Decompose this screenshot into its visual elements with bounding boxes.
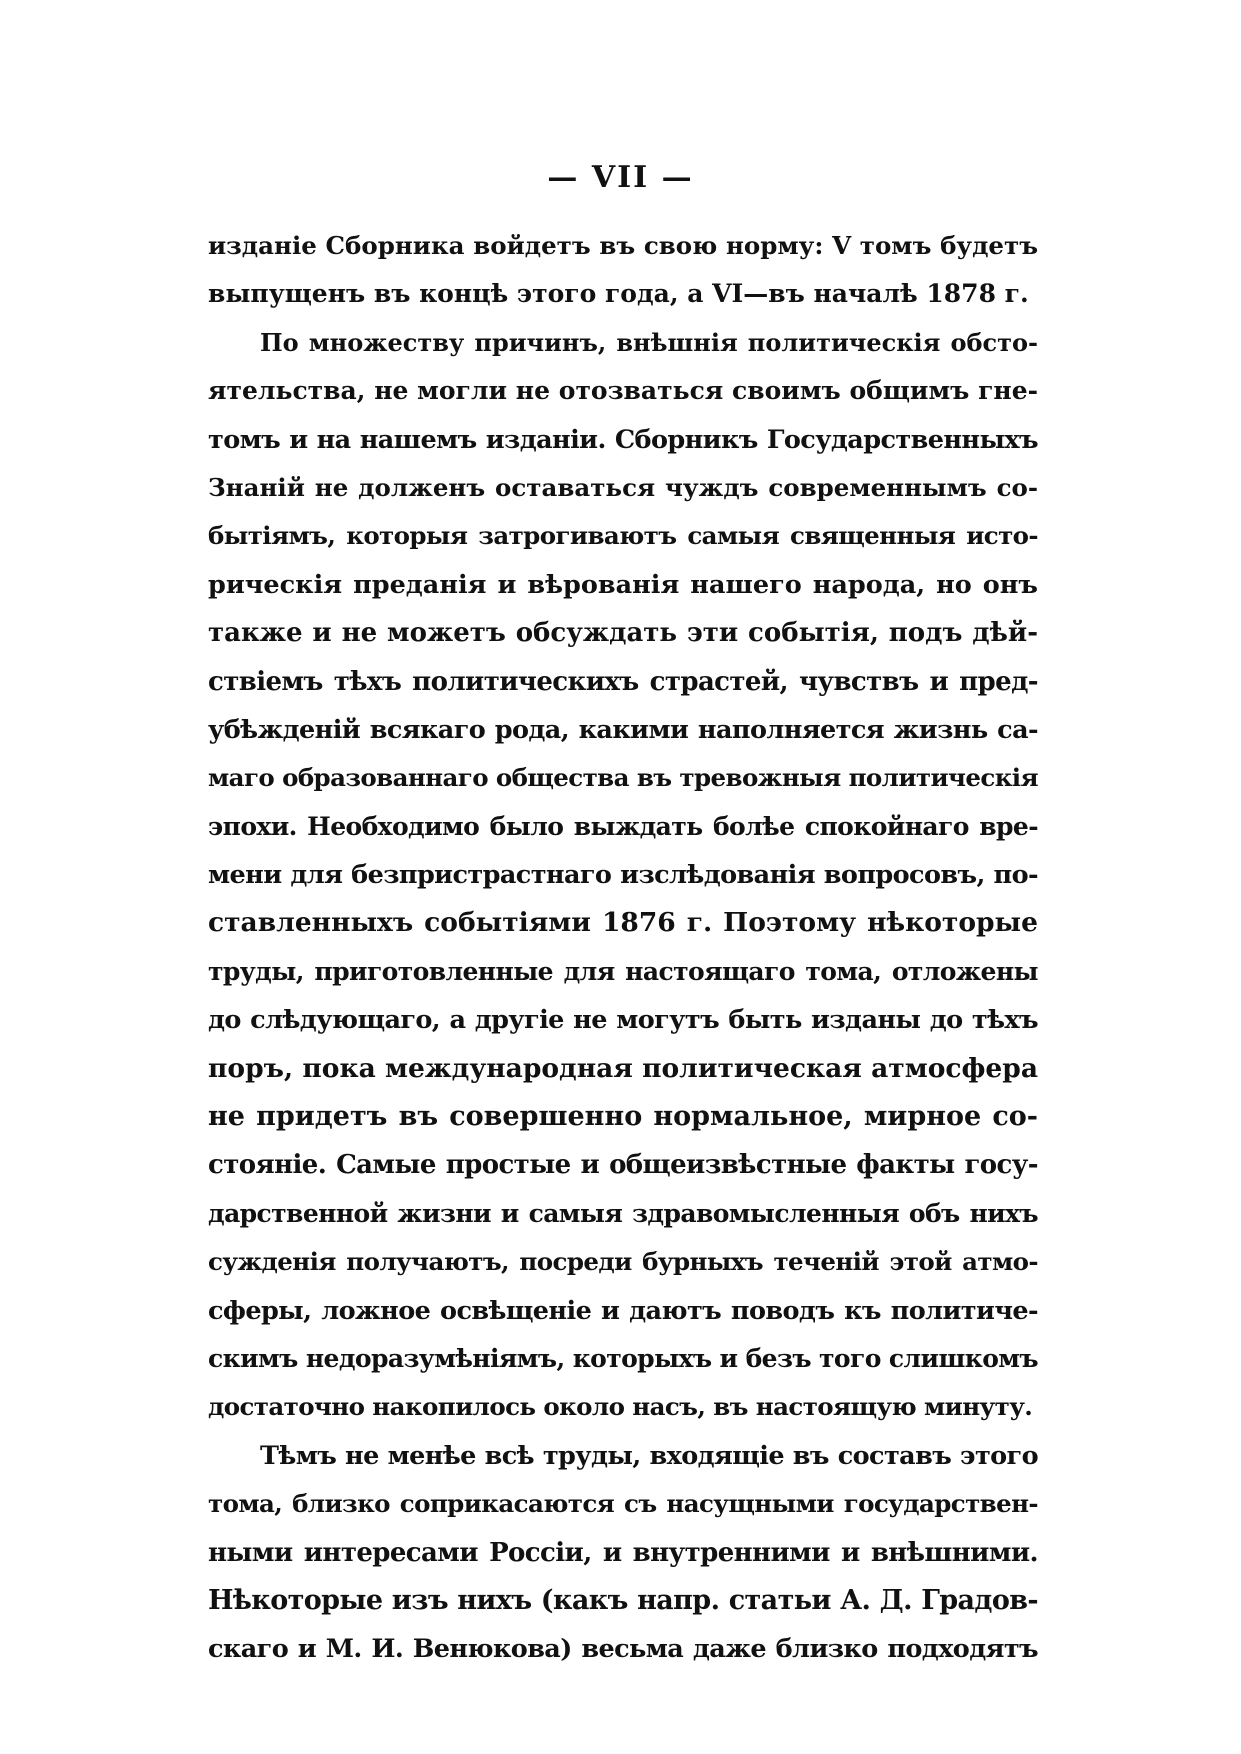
text-line: изданіе Сборника войдетъ въ свою норму: V томъ будетъ xyxy=(208,231,1038,260)
text-line: Тѣмъ не менѣе всѣ труды, входящіе въ составъ этого xyxy=(260,1440,1038,1471)
body-text xyxy=(208,222,1038,1674)
text-line: достаточно накопилось около насъ, въ настоящую минуту. xyxy=(208,1392,1033,1422)
text-line: эпохи. Необходимо было выждать болѣе спокойнаго вре- xyxy=(208,811,1038,841)
text-line: По множеству причинъ, внѣшнія политическія обсто- xyxy=(260,327,1038,357)
text-line: также и не можетъ обсуждать эти событія, подъ дѣй- xyxy=(208,618,1038,649)
text-line: стояніе. Самые простые и общеизвѣстные факты госу- xyxy=(208,1150,1038,1181)
text-line: сужденія получаютъ, посреди бурныхъ теченій этой атмо- xyxy=(208,1247,1038,1277)
text-line: Нѣкоторые изъ нихъ (какъ напр. статьи А. Д. Градов- xyxy=(208,1584,1038,1616)
text-line: до слѣдующаго, а другіе не могутъ быть изданы до тѣхъ xyxy=(208,1005,1038,1036)
text-line: труды, приготовленные для настоящаго тома, отложены xyxy=(208,956,1038,986)
text-line: ставленныхъ событіями 1876 г. Поэтому нѣкоторые xyxy=(208,907,1038,939)
text-line: мени для безпристрастнаго изслѣдованія вопросовъ, по- xyxy=(208,860,1038,891)
text-line: поръ, пока международная политическая атмосфера xyxy=(208,1052,1038,1084)
text-line: рическія преданія и вѣрованія нашего народа, но онъ xyxy=(208,569,1038,600)
text-line: сферы, ложное освѣщеніе и даютъ поводъ къ политиче- xyxy=(208,1295,1038,1326)
page-number: — VII — xyxy=(547,160,694,195)
text-line: маго образованнаго общества въ тревожныя политическія xyxy=(208,763,1038,793)
text-line: ствіемъ тѣхъ политическихъ страстей, чувствъ и пред- xyxy=(208,666,1038,697)
text-line: тома, близко соприкасаются съ насущными государствен- xyxy=(208,1489,1038,1519)
text-line: скимъ недоразумѣніямъ, которыхъ и безъ того слишкомъ xyxy=(208,1343,1038,1373)
text-line: ными интересами Россіи, и внутренними и внѣшними. xyxy=(208,1537,1038,1568)
text-line: скаго и М. И. Венюкова) весьма даже близко подходятъ xyxy=(208,1634,1038,1665)
text-line: не придетъ въ совершенно нормальное, мирное со- xyxy=(208,1101,1038,1133)
text-line: выпущенъ въ концѣ этого года, а VI—въ началѣ 1878 г. xyxy=(208,279,1029,309)
text-line: томъ и на нашемъ изданіи. Сборникъ Государственныхъ xyxy=(208,424,1038,455)
text-line: дарственной жизни и самыя здравомысленныя объ нихъ xyxy=(208,1198,1038,1228)
text-line: ятельства, не могли не отозваться своимъ общимъ гне- xyxy=(208,376,1038,406)
text-line: бытіямъ, которыя затрогиваютъ самыя священныя исто- xyxy=(208,521,1038,551)
text-line: Знаній не долженъ оставаться чуждъ современнымъ со- xyxy=(208,472,1038,502)
text-line: убѣжденій всякаго рода, какими наполняется жизнь са- xyxy=(208,714,1038,745)
